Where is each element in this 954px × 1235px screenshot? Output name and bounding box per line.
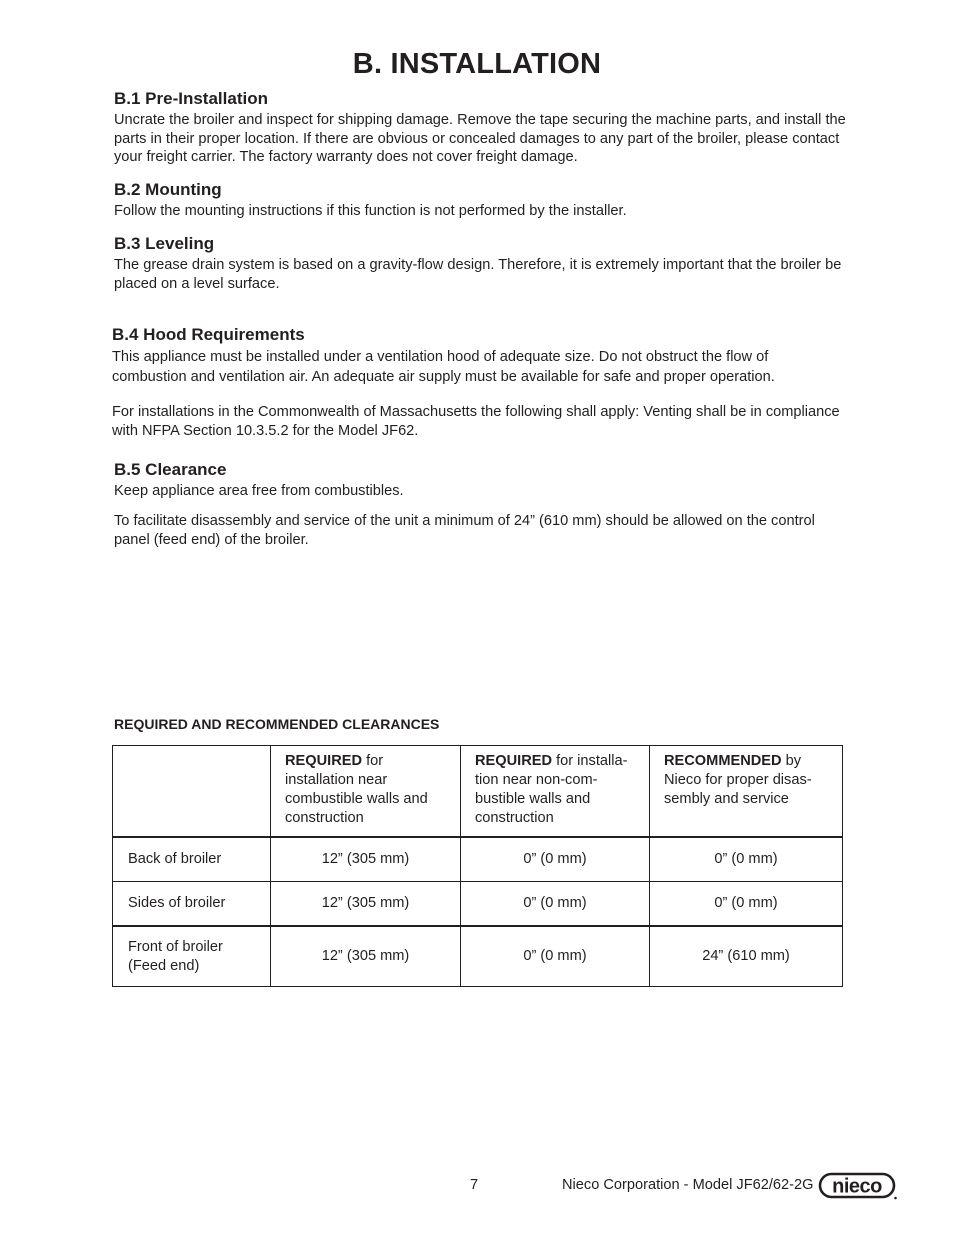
table-row	[113, 926, 843, 987]
table-row	[113, 837, 843, 882]
table-cell: 0” (0 mm)	[650, 837, 843, 882]
section-heading-mounting: B.2 Mounting	[114, 180, 222, 199]
section-heading-hood-requirements: B.4 Hood Requirements	[112, 325, 305, 344]
row-label-sides: Sides of broiler	[113, 882, 271, 927]
table-header-recommended: RECOMMENDED by Nieco for proper disas-sembly and service	[650, 746, 843, 838]
page-number: 7	[470, 1177, 479, 1193]
footer-text: Nieco Corporation - Model JF62/62-2G	[562, 1177, 814, 1193]
section-text-disassembly: To facilitate disassembly and service of the unit a minimum of 24” (610 mm) should be allowed on the control panel (feed end) of the broiler.	[114, 513, 815, 548]
nieco-logo-icon	[818, 1171, 898, 1201]
table-header-empty	[113, 746, 271, 838]
table-cell: 12” (305 mm)	[271, 926, 461, 987]
section-text-combustibles: Keep appliance area free from combustibles.	[114, 483, 404, 499]
row-label-front: Front of broiler (Feed end)	[113, 926, 271, 987]
nieco-logo	[818, 1171, 898, 1206]
table-cell: 12” (305 mm)	[271, 837, 461, 882]
section-text-pre-installation: Uncrate the broiler and inspect for shipping damage. Remove the tape securing the machine parts, and install the parts in their proper location. If there are obvious or concealed damages to any part of the broiler, please contact your freight carrier. The factory warranty does not cover freight damage.	[114, 112, 846, 165]
table-cell: 0” (0 mm)	[461, 882, 650, 927]
page-title: B. INSTALLATION	[352, 48, 602, 80]
row-label-back: Back of broiler	[113, 837, 271, 882]
table-header-required-non-combustible: REQUIRED for installa-tion near non-com-bustible walls and construction	[461, 746, 650, 838]
section-heading-leveling: B.3 Leveling	[114, 234, 215, 253]
section-text-hood-requirements: This appliance must be installed under a ventilation hood of adequate size. Do not obstruct the flow of combustion and ventilation air. An adequate air supply must be available for safe and proper operation.	[112, 349, 775, 385]
table-cell: 0” (0 mm)	[461, 837, 650, 882]
logo-wordmark: nieco	[832, 1175, 882, 1198]
table-caption: REQUIRED AND RECOMMENDED CLEARANCES	[114, 716, 440, 732]
section-text-mounting: Follow the mounting instructions if this function is not performed by the installer.	[114, 203, 627, 219]
section-heading-clearance: B.5 Clearance	[114, 460, 227, 479]
table-cell: 12” (305 mm)	[271, 882, 461, 927]
clearance-table	[112, 745, 843, 987]
table-header-row	[113, 746, 843, 838]
table-header-required-combustible: REQUIRED for installation near combustible walls and construction	[271, 746, 461, 838]
table-cell: 24” (610 mm)	[650, 926, 843, 987]
table-row	[113, 882, 843, 927]
section-text-massachusetts: For installations in the Commonwealth of Massachusetts the following shall apply: Venting shall be in compliance with NFPA Section 10.3.5.2 for the Model JF62.	[112, 404, 840, 439]
table-cell: 0” (0 mm)	[650, 882, 843, 927]
section-heading-pre-installation: B.1 Pre-Installation	[114, 89, 268, 108]
table-cell: 0” (0 mm)	[461, 926, 650, 987]
section-text-leveling: The grease drain system is based on a gravity-flow design. Therefore, it is extremely important that the broiler be placed on a level surface.	[114, 257, 842, 292]
